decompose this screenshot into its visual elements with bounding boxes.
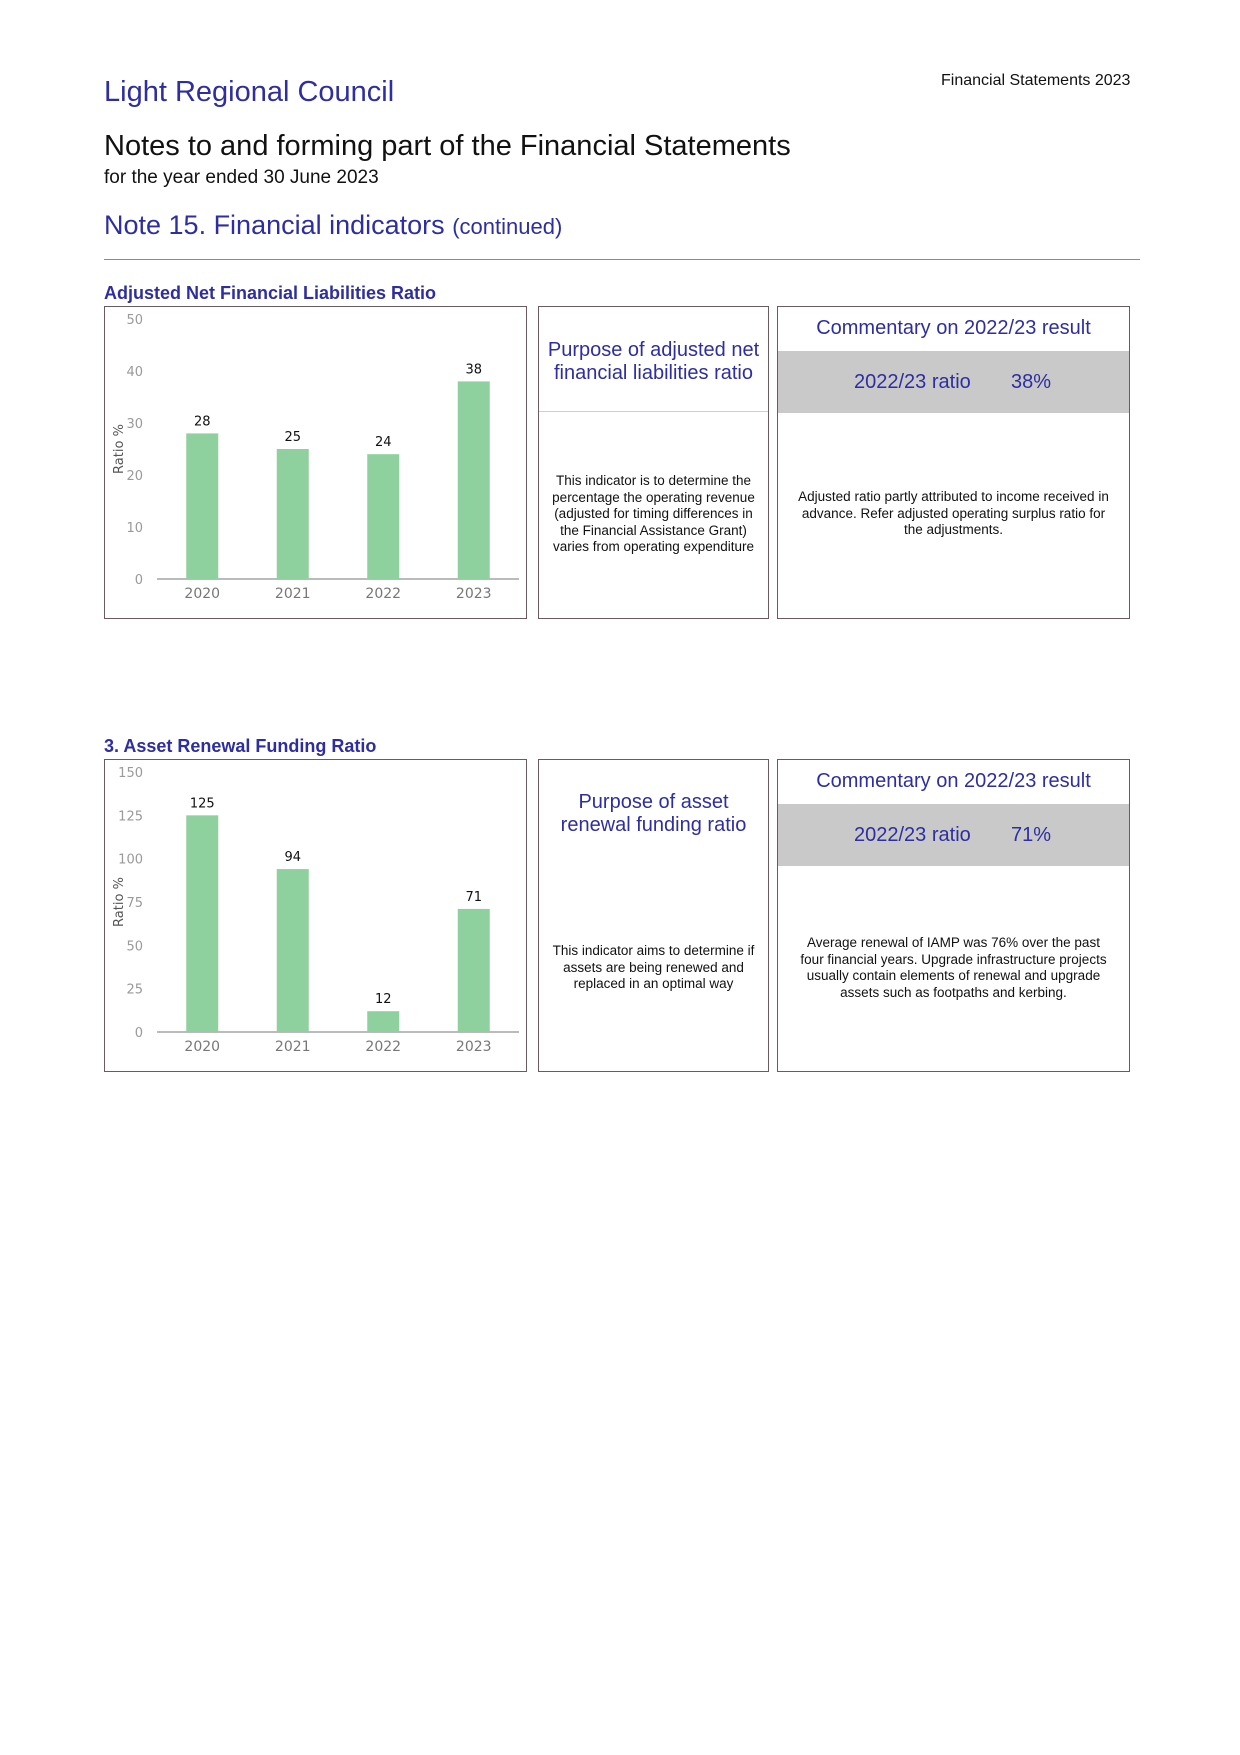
y-tick-label: 20	[126, 469, 143, 484]
purpose-line: This indicator aims to determine if	[552, 943, 755, 958]
commentary-panel-net-financial-liabilities	[777, 306, 1130, 619]
commentary-line: the adjustments.	[903, 522, 1004, 537]
commentary-line: assets such as footpaths and kerbing.	[840, 984, 1067, 1000]
data-label-2022: 12	[374, 992, 392, 1008]
commentary-panel-asset-renewal	[777, 759, 1130, 1072]
chart-asset-renewal-box	[104, 759, 527, 1072]
purpose-text	[543, 943, 764, 993]
data-label-2023: 71	[465, 889, 483, 905]
y-axis-label: Ratio %	[112, 424, 127, 474]
commentary-line: Average renewal of IAMP was 76% over the past	[807, 935, 1100, 950]
ratio-band	[778, 804, 1129, 866]
commentary-heading: Commentary on 2022/23 result	[816, 317, 1091, 339]
purpose-line: assets are being renewed and	[563, 959, 744, 975]
x-tick-label: 2023	[455, 586, 492, 602]
section-title-net-financial-liabilities: Adjusted Net Financial Liabilities Ratio	[104, 283, 437, 303]
data-label-2020: 28	[193, 414, 211, 430]
purpose-divider	[539, 411, 768, 412]
y-tick-label: 50	[126, 313, 143, 328]
y-tick-label: 125	[118, 809, 143, 825]
bar-2020	[186, 815, 218, 1032]
y-tick-label: 10	[126, 521, 143, 536]
purpose-line: This indicator is to determine the	[555, 473, 752, 488]
bar-2021	[277, 449, 309, 579]
y-tick-label: 30	[126, 417, 143, 432]
purpose-text	[543, 473, 764, 556]
section-title-asset-renewal: 3. Asset Renewal Funding Ratio	[104, 736, 377, 756]
x-tick-label: 2021	[274, 1039, 311, 1055]
bar-2022	[367, 1011, 399, 1032]
ratio-band	[778, 351, 1129, 413]
data-label-2021: 25	[284, 430, 302, 445]
bar-2020	[186, 433, 218, 579]
commentary-line: Adjusted ratio partly attributed to income received in	[798, 489, 1109, 504]
y-tick-label: 25	[126, 982, 143, 998]
commentary-text	[784, 489, 1123, 539]
commentary-heading: Commentary on 2022/23 result	[816, 770, 1091, 792]
commentary-line: advance. Refer adjusted operating surplus ratio for	[801, 505, 1106, 521]
purpose-line: (adjusted for timing differences in	[554, 506, 753, 521]
purpose-heading-line: Purpose of asset	[578, 791, 729, 813]
y-tick-label: 40	[126, 365, 143, 380]
commentary-line: usually contain elements of renewal and upgrade	[806, 968, 1101, 983]
data-label-2020: 125	[189, 796, 215, 812]
x-tick-label: 2021	[274, 586, 311, 602]
header-divider	[104, 259, 1140, 260]
chart-net-financial-liabilities-box	[104, 306, 527, 619]
purpose-heading-line: financial liabilities ratio	[554, 362, 753, 384]
bar-2023	[458, 381, 490, 579]
purpose-heading-line: renewal funding ratio	[560, 814, 747, 836]
bar-2023	[458, 909, 490, 1032]
commentary-text	[784, 935, 1123, 1001]
bar-2022	[367, 454, 399, 579]
note-continued-text: (continued)	[452, 214, 563, 239]
council-name: Light Regional Council	[104, 76, 395, 108]
page-title: Notes to and forming part of the Financial Statements	[104, 130, 791, 162]
x-tick-label: 2020	[184, 1039, 221, 1055]
data-label-2022: 24	[374, 435, 392, 451]
x-tick-label: 2022	[365, 1039, 402, 1055]
y-axis-label: Ratio %	[112, 877, 127, 927]
ratio-label: 2022/23 ratio	[854, 371, 971, 393]
chart-net-financial-liabilities	[105, 307, 526, 618]
purpose-panel-net-financial-liabilities	[538, 306, 769, 619]
x-tick-label: 2020	[184, 586, 221, 602]
y-tick-label: 50	[126, 939, 143, 955]
purpose-line: varies from operating expenditure	[552, 539, 755, 554]
y-tick-label: 100	[118, 852, 143, 868]
ratio-value: 71%	[1011, 824, 1052, 846]
purpose-line: the Financial Assistance Grant)	[560, 522, 747, 538]
purpose-line: percentage the operating revenue	[552, 489, 755, 505]
purpose-heading-line: Purpose of adjusted net	[547, 339, 760, 361]
x-tick-label: 2023	[455, 1039, 492, 1055]
data-label-2021: 94	[284, 850, 302, 866]
note-heading	[104, 210, 562, 241]
purpose-heading	[539, 339, 768, 385]
page-subtitle: for the year ended 30 June 2023	[104, 167, 379, 188]
purpose-line: replaced in an optimal way	[573, 976, 734, 991]
document-header-label: Financial Statements 2023	[941, 72, 1131, 89]
purpose-panel-asset-renewal	[538, 759, 769, 1072]
bar-2021	[277, 869, 309, 1032]
y-tick-label: 0	[134, 1026, 143, 1041]
purpose-heading	[539, 791, 768, 837]
ratio-value: 38%	[1011, 371, 1052, 393]
data-label-2023: 38	[465, 362, 483, 378]
ratio-label: 2022/23 ratio	[854, 824, 971, 846]
y-tick-label: 0	[134, 573, 143, 588]
x-tick-label: 2022	[365, 586, 402, 602]
chart-asset-renewal	[105, 760, 526, 1071]
note-heading-text: Note 15. Financial indicators	[104, 210, 445, 240]
y-tick-label: 150	[118, 766, 143, 781]
y-tick-label: 75	[126, 896, 143, 911]
commentary-line: four financial years. Upgrade infrastructure projects	[800, 951, 1107, 967]
